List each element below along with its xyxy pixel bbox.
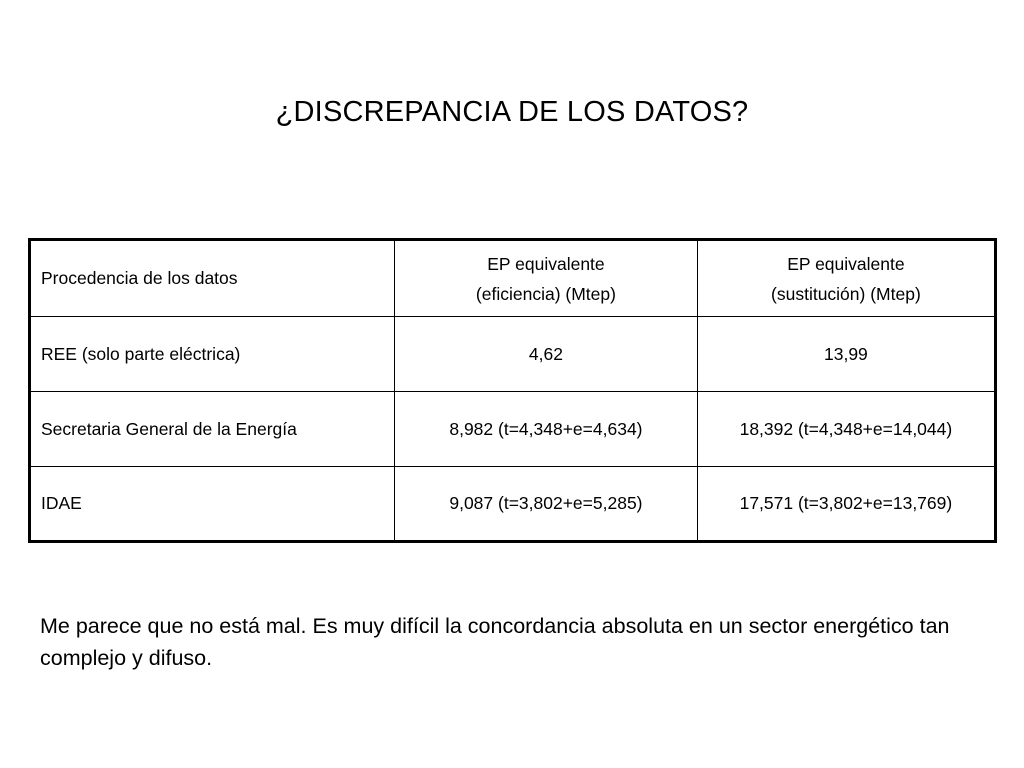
cell-source: Secretaria General de la Energía bbox=[30, 392, 395, 467]
table-header-row bbox=[30, 240, 996, 317]
cell-efficiency: 4,62 bbox=[395, 317, 698, 392]
table-row bbox=[30, 317, 996, 392]
header-substitution-line2: (sustitución) (Mtep) bbox=[771, 283, 921, 304]
header-source: Procedencia de los datos bbox=[30, 240, 395, 317]
header-efficiency-line1: EP equivalente bbox=[487, 253, 605, 274]
header-efficiency bbox=[395, 240, 698, 317]
cell-efficiency: 8,982 (t=4,348+e=4,634) bbox=[395, 392, 698, 467]
slide-title: ¿DISCREPANCIA DE LOS DATOS? bbox=[275, 96, 749, 128]
header-substitution-line1: EP equivalente bbox=[787, 253, 905, 274]
cell-source: IDAE bbox=[30, 467, 395, 542]
header-efficiency-line2: (eficiencia) (Mtep) bbox=[475, 283, 616, 304]
data-table bbox=[28, 238, 997, 543]
cell-efficiency: 9,087 (t=3,802+e=5,285) bbox=[395, 467, 698, 542]
cell-substitution: 18,392 (t=4,348+e=14,044) bbox=[697, 392, 995, 467]
table-row bbox=[30, 392, 996, 467]
cell-source: REE (solo parte eléctrica) bbox=[30, 317, 395, 392]
table-row bbox=[30, 467, 996, 542]
header-substitution bbox=[697, 240, 995, 317]
cell-substitution: 13,99 bbox=[697, 317, 995, 392]
cell-substitution: 17,571 (t=3,802+e=13,769) bbox=[697, 467, 995, 542]
note-text: Me parece que no está mal. Es muy difícil la concordancia absoluta en un sector energético tan complejo y difuso. bbox=[40, 614, 950, 670]
